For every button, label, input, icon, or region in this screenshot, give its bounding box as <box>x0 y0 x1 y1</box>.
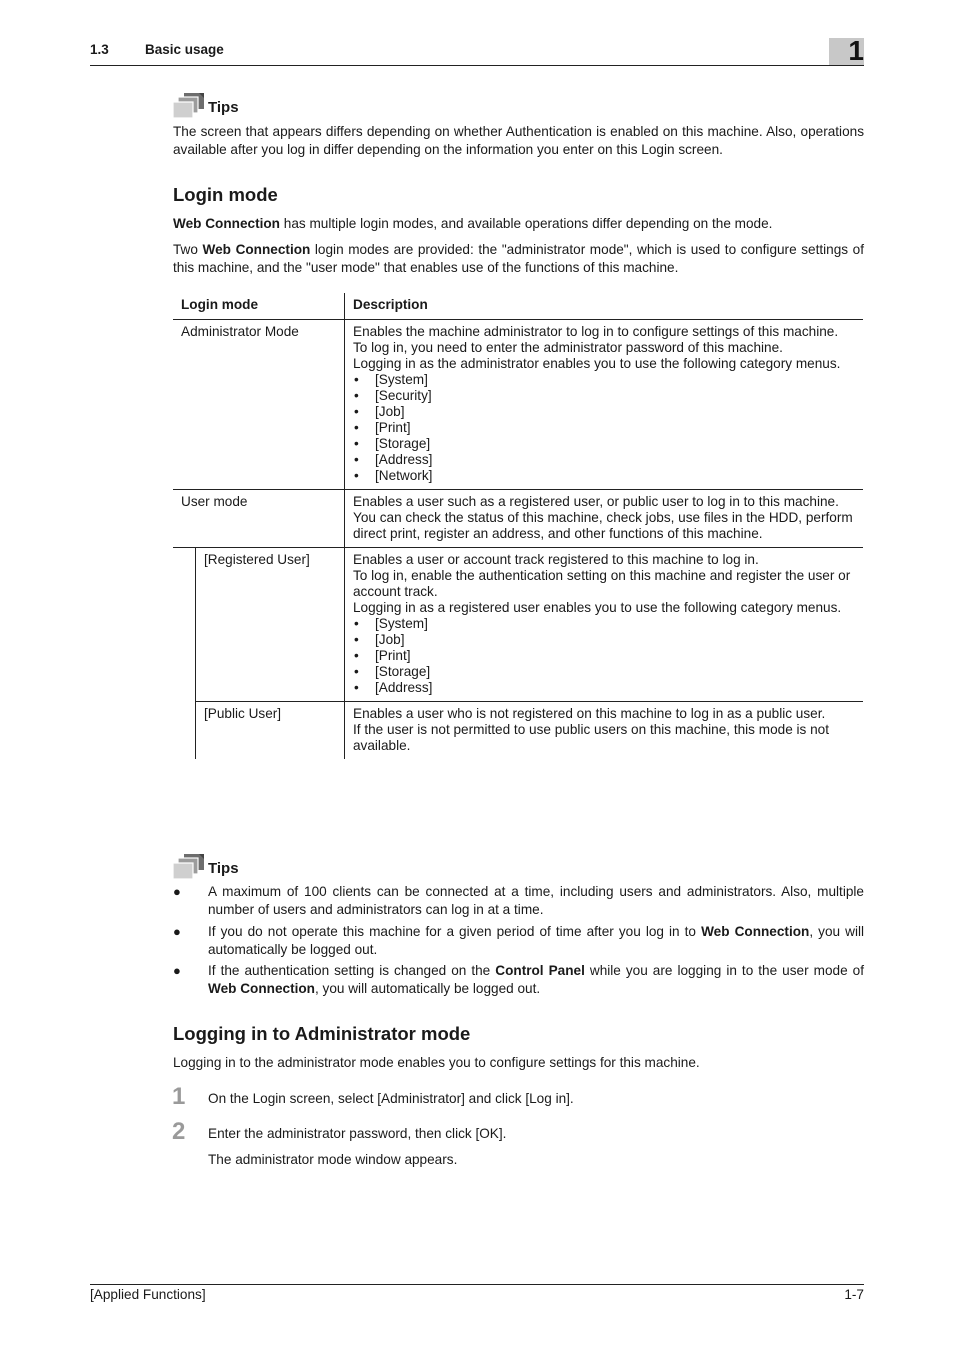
list-item: • [Address] <box>353 680 855 696</box>
step-text: Enter the administrator password, then click [OK]. <box>208 1126 507 1141</box>
control-panel-term: Control Panel <box>495 963 585 978</box>
paragraph-text: has multiple login modes, and available operations differ depending on the mode. <box>279 216 773 231</box>
list-item: • [Storage] <box>353 436 855 452</box>
description-line: To log in, you need to enter the administrator password of this machine. <box>353 340 783 355</box>
step-number: 2 <box>172 1118 186 1145</box>
description-line: Enables a user who is not registered on this machine to log in as a public user. <box>353 706 826 721</box>
table-row <box>173 548 863 702</box>
list-item: • [Security] <box>353 388 855 404</box>
list-item: • [System] <box>353 616 855 632</box>
description-line: Enables a user such as a registered user, or public user to log in to this machine. <box>353 494 839 509</box>
step-result: The administrator mode window appears. <box>208 1152 458 1167</box>
mode-name: [Registered User] <box>196 548 345 702</box>
table-row <box>173 490 863 548</box>
footer-title: [Applied Functions] <box>90 1287 206 1302</box>
description-line: If the user is not permitted to use public users on this machine, this mode is not available. <box>353 722 830 753</box>
admin-login-intro: Logging in to the administrator mode enables you to configure settings for this machine. <box>173 1055 700 1070</box>
description-line: You can check the status of this machine, check jobs, use files in the HDD, perform direct print, register an address, and other functions of this machine. <box>353 510 853 541</box>
tip-text-part: If you do not operate this machine for a given period of time after you log in to <box>208 924 702 939</box>
list-item: • [Address] <box>353 452 855 468</box>
list-item: • [Print] <box>353 420 855 436</box>
mode-name: [Public User] <box>204 706 282 721</box>
list-item: • [Print] <box>353 648 855 664</box>
description-line: Logging in as a registered user enables you to use the following category menus. <box>353 600 842 615</box>
tip-text-part: If the authentication setting is changed on the <box>208 963 496 978</box>
tip-text: A maximum of 100 clients can be connected at a time, including users and administrators. Also, multiple number of users and administrators can log in at a time. <box>208 884 864 917</box>
tip-text <box>208 923 864 959</box>
tip-text <box>208 962 864 998</box>
mode-description <box>345 702 864 760</box>
tip-item <box>173 883 864 919</box>
section-title: Basic usage <box>145 42 224 57</box>
mode-description <box>345 320 864 490</box>
indent-cell <box>173 702 196 760</box>
step-number: 1 <box>172 1083 186 1110</box>
column-header-description: Description <box>345 293 864 320</box>
section-number: 1.3 <box>90 42 109 57</box>
mode-description <box>345 548 864 702</box>
description-line: Enables a user or account track registered to this machine to log in. <box>353 552 759 567</box>
web-connection-term: Web Connection <box>202 242 311 257</box>
chapter-number: 1 <box>848 35 864 66</box>
column-header-login-mode: Login mode <box>173 293 345 320</box>
list-item: • [Job] <box>353 404 855 420</box>
tip-item <box>173 923 864 959</box>
login-mode-paragraph-1 <box>173 215 864 233</box>
category-menu-list <box>353 372 855 484</box>
table-row <box>173 702 863 760</box>
header-rule <box>90 65 864 66</box>
category-menu-list <box>353 616 855 696</box>
bullet-icon: ● <box>173 963 181 978</box>
bullet-icon: ● <box>173 884 181 899</box>
table-header-row <box>173 293 863 320</box>
step-text: On the Login screen, select [Administrator] and click [Log in]. <box>208 1091 574 1106</box>
bullet-icon: ● <box>173 924 181 939</box>
list-item: • [Network] <box>353 468 855 484</box>
page-number: 1-7 <box>844 1287 864 1302</box>
paragraph-text: Two <box>173 242 203 257</box>
tip-item <box>173 962 864 998</box>
list-item: • [System] <box>353 372 855 388</box>
description-line: To log in, enable the authentication setting on this machine and register the user or account track. <box>353 568 851 599</box>
tips-label: Tips <box>208 860 239 877</box>
web-connection-term: Web Connection <box>208 981 315 996</box>
tips-icon <box>172 91 206 123</box>
description-line: Enables the machine administrator to log in to configure settings of this machine. <box>353 324 839 339</box>
tip-text-part: , you will automatically be logged out. <box>314 981 541 996</box>
login-mode-heading: Login mode <box>173 184 278 205</box>
description-line: Logging in as the administrator enables you to use the following category menus. <box>353 356 841 371</box>
footer-rule <box>90 1284 864 1285</box>
paragraph-text: login modes are provided: the "administrator mode", which is used to configure settings of this machine, and the "user mode" that enables use of the functions of this machine. <box>173 242 865 275</box>
web-connection-term: Web Connection <box>173 216 280 231</box>
tips-text: The screen that appears differs depending on whether Authentication is enabled on this machine. Also, operations available after you log in differ depending on the information you enter on this Login screen. <box>173 124 864 157</box>
admin-login-heading: Logging in to Administrator mode <box>173 1023 471 1044</box>
list-item: • [Storage] <box>353 664 855 680</box>
login-mode-paragraph-2 <box>173 241 864 277</box>
mode-name: Administrator Mode <box>173 320 345 490</box>
table-row <box>173 320 863 490</box>
tip-text-part: while you are logging in to the user mode of <box>584 963 864 978</box>
login-mode-table <box>173 293 863 759</box>
list-item: • [Job] <box>353 632 855 648</box>
tip-text-part: , you will automatically be logged out. <box>208 924 865 957</box>
indent-cell <box>173 548 196 702</box>
mode-name: User mode <box>173 490 345 548</box>
tips-label: Tips <box>208 99 239 116</box>
mode-description <box>345 490 864 548</box>
web-connection-term: Web Connection <box>701 924 810 939</box>
tips-icon <box>172 852 206 884</box>
